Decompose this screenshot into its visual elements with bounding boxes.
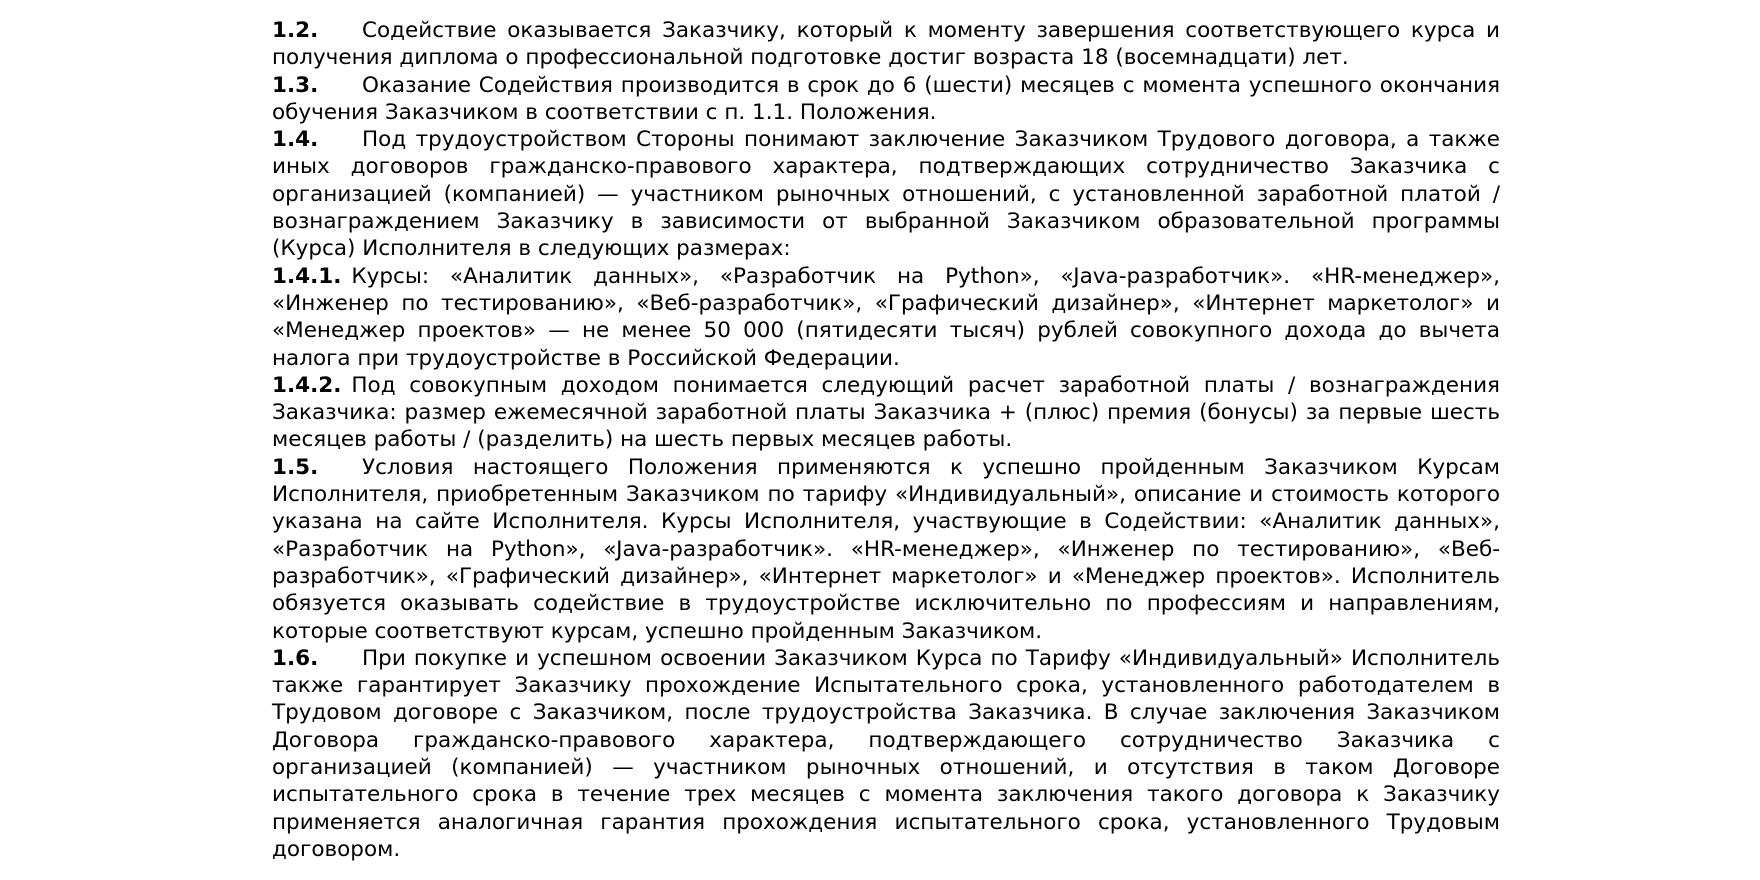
clause-text: Оказание Содействия производится в срок до 6 (шести) месяцев с момента успешного окончания обучения Заказчиком в соответствии с п. 1.1. Положения.: [272, 72, 1500, 125]
clause-1-4-1: [272, 263, 1500, 372]
clause-text: При покупке и успешном освоении Заказчиком Курса по Тарифу «Индивидуальный» Исполнитель также гарантирует Заказчику прохождение Испытательного срока, установленного работодателем в Трудовом договоре с Заказчиком, после трудоустройства Заказчика. В случае заключения Заказчиком Договора гражданско-правового характера, подтверждающего сотрудничество Заказчика с организацией (компанией) — участником рыночных отношений, и отсутствия в таком Договоре испытательного срока в течение трех месяцев с момента заключения такого договора к Заказчику применяется аналогичная гарантия прохождения испытательного срока, установленного Трудовым договором.: [272, 645, 1500, 862]
clause-text: Под трудоустройством Стороны понимают заключение Заказчиком Трудового договора, а также иных договоров гражданско-правового характера, подтверждающих сотрудничество Заказчика с организацией (компанией) — участником рыночных отношений, с установленной заработной платой / вознаграждением Заказчику в зависимости от выбранной Заказчиком образовательной программы (Курса) Исполнителя в следующих размерах:: [272, 127, 1500, 262]
clause-1-2: [272, 17, 1500, 72]
clause-text: Под совокупным доходом понимается следующий расчет заработной платы / вознаграждения Заказчика: размер ежемесячной заработной платы Заказчика + (плюс) премия (бонусы) за первые шесть месяцев работы / (разделить) на шесть первых месяцев работы.: [272, 372, 1500, 453]
clause-1-4-2: [272, 372, 1500, 454]
clause-number: 1.4.2.: [272, 372, 342, 398]
clause-1-3: [272, 72, 1500, 127]
clause-text: Условия настоящего Положения применяются к успешно пройденным Заказчиком Курсам Исполнителя, приобретенным Заказчиком по тарифу «Индивидуальный», описание и стоимость которого указана на сайте Исполнителя. Курсы Исполнителя, участвующие в Содействии: «Аналитик данных», «Разработчик на Python», «Java-разработчик». «HR-менеджер», «Инженер по тестированию», «Веб-разработчик», «Графический дизайнер», «Интернет маркетолог» и «Менеджер проектов». Исполнитель обязуется оказывать содействие в трудоустройстве исключительно по профессиям и направлениям, которые соответствуют курсам, успешно пройденным Заказчиком.: [272, 454, 1500, 644]
clause-number: 1.4.1.: [272, 263, 342, 289]
document-body: [272, 17, 1500, 863]
clause-number: 1.5.: [272, 454, 319, 480]
clause-text: Курсы: «Аналитик данных», «Разработчик на Python», «Java-разработчик». «HR-менеджер», «Инженер по тестированию», «Веб-разработчик», «Графический дизайнер», «Интернет маркетолог» и «Менеджер проектов» — не менее 50 000 (пятидесяти тысяч) рублей совокупного дохода до вычета налога при трудоустройстве в Российской Федерации.: [272, 263, 1500, 371]
clause-1-4: [272, 126, 1500, 262]
clause-1-6: [272, 645, 1500, 863]
clause-number: 1.4.: [272, 127, 319, 153]
clause-number: 1.6.: [272, 645, 319, 671]
clause-1-5: [272, 454, 1500, 645]
clause-number: 1.3.: [272, 72, 319, 98]
clause-text: Содействие оказывается Заказчику, который к моменту завершения соответствующего курса и получения диплома о профессиональной подготовке достиг возраста 18 (восемнадцати) лет.: [272, 18, 1500, 71]
clause-number: 1.2.: [272, 18, 319, 43]
